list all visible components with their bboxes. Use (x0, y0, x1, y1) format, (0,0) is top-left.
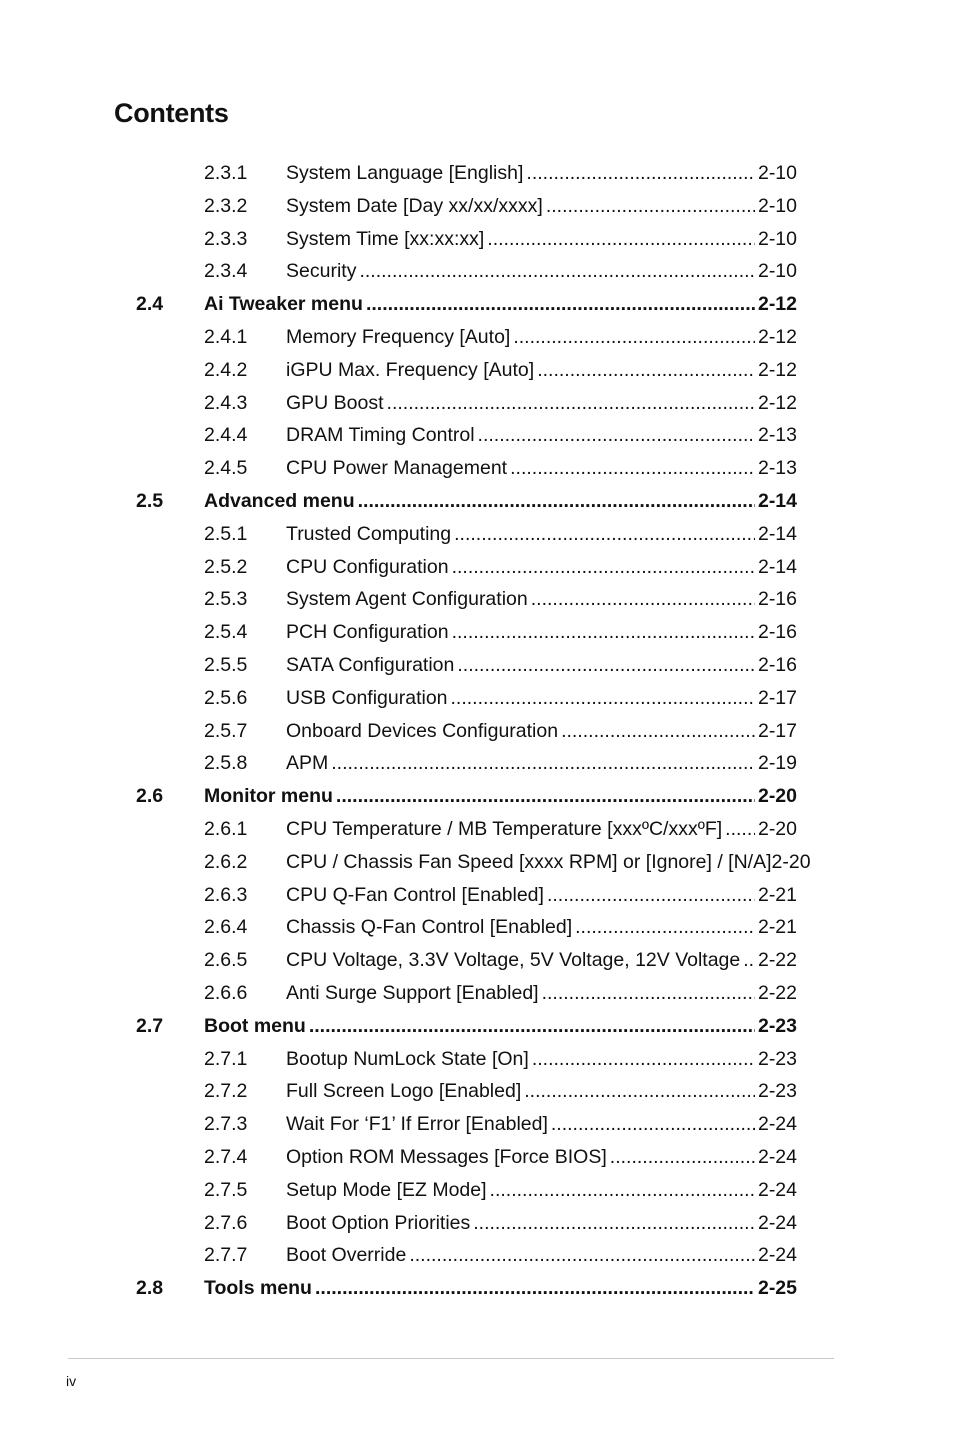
footer-divider (68, 1358, 834, 1359)
toc-entry-line (204, 1010, 797, 1043)
toc-entry-line (286, 190, 797, 223)
dot-leader (524, 1075, 755, 1108)
toc-entry-title: CPU / Chassis Fan Speed [xxxx RPM] or [Ignore] / [N/A] (286, 850, 772, 873)
toc-entry-number: 2.5.5 (204, 653, 248, 676)
toc-subsection-entry[interactable] (0, 387, 954, 420)
toc-entry-title: CPU Q-Fan Control [Enabled] (286, 883, 544, 906)
dot-leader (743, 944, 755, 977)
toc-entry-title: System Date [Day xx/xx/xxxx] (286, 194, 543, 217)
toc-subsection-entry[interactable] (0, 1043, 954, 1076)
toc-entry-line (286, 452, 797, 485)
toc-entry-number: 2.7.2 (204, 1080, 248, 1103)
toc-entry-line (204, 1272, 797, 1305)
dot-leader (331, 747, 755, 780)
toc-entry-title: USB Configuration (286, 686, 448, 709)
toc-entry-page: 2-14 (757, 489, 797, 512)
toc-entry-page: 2-20 (757, 817, 797, 840)
toc-entry-line (204, 288, 797, 321)
toc-entry-number: 2.5.1 (204, 522, 248, 545)
toc-subsection-entry[interactable] (0, 846, 954, 879)
toc-entry-number: 2.3.1 (204, 162, 248, 184)
toc-entry-number: 2.5 (136, 489, 164, 512)
toc-entry-page: 2-24 (757, 1145, 797, 1168)
dot-leader (490, 1174, 755, 1207)
toc-entry-number: 2.6 (136, 785, 164, 808)
toc-entry-page: 2-21 (757, 883, 797, 906)
toc-entry-line (286, 649, 797, 682)
toc-entry-title: SATA Configuration (286, 653, 455, 676)
toc-entry-title: System Agent Configuration (286, 588, 528, 611)
toc-entry-line (204, 485, 797, 518)
toc-entry-title: iGPU Max. Frequency [Auto] (286, 358, 535, 381)
toc-entry-number: 2.5.7 (204, 719, 248, 742)
toc-entry-title: Memory Frequency [Auto] (286, 325, 511, 348)
toc-entry-number: 2.4.3 (204, 391, 248, 414)
toc-entry-page: 2-12 (757, 358, 797, 381)
toc-subsection-entry[interactable] (0, 157, 954, 190)
toc-entry-number: 2.7.5 (204, 1178, 248, 1201)
toc-subsection-entry[interactable] (0, 551, 954, 584)
dot-leader (537, 354, 755, 387)
toc-entry-title: Setup Mode [EZ Mode] (286, 1178, 487, 1201)
toc-entry-title: Option ROM Messages [Force BIOS] (286, 1145, 607, 1168)
toc-entry-title: DRAM Timing Control (286, 424, 475, 447)
toc-entry-title: Security (286, 260, 357, 283)
toc-entry-line (286, 911, 797, 944)
toc-entry-number: 2.7.1 (204, 1047, 248, 1070)
dot-leader (336, 780, 755, 813)
toc-entry-page: 2-25 (757, 1277, 797, 1300)
toc-entry-number: 2.7.4 (204, 1145, 248, 1168)
toc-entry-page: 2-16 (757, 621, 797, 644)
toc-section-entry[interactable] (0, 288, 954, 321)
toc-entry-page: 2-22 (757, 949, 797, 972)
toc-entry-number: 2.5.8 (204, 752, 248, 775)
toc-entry-title: Anti Surge Support [Enabled] (286, 981, 539, 1004)
dot-leader (531, 583, 755, 616)
toc-entry-number: 2.7 (136, 1014, 164, 1037)
toc-entry-line (286, 1239, 797, 1272)
dot-leader (358, 485, 755, 518)
dot-leader (409, 1239, 755, 1272)
toc-entry-line (286, 1141, 797, 1174)
toc-entry-title: Tools menu (204, 1277, 312, 1300)
dot-leader (526, 157, 755, 190)
toc-section-entry[interactable] (0, 1010, 954, 1043)
toc-subsection-entry[interactable] (0, 879, 954, 912)
toc-entry-page: 2-24 (757, 1211, 797, 1234)
toc-entry-title: System Time [xx:xx:xx] (286, 227, 485, 250)
dot-leader (547, 879, 755, 912)
toc-entry-line (286, 1043, 797, 1076)
toc-entry-number: 2.3.3 (204, 227, 248, 250)
toc-entry-page: 2-17 (757, 686, 797, 709)
toc-subsection-entry[interactable] (0, 255, 954, 288)
dot-leader (457, 649, 755, 682)
toc-entry-number: 2.5.4 (204, 621, 248, 644)
toc-entry-line (286, 846, 811, 879)
toc-entry-title: PCH Configuration (286, 621, 449, 644)
toc-entry-page: 2-19 (757, 752, 797, 775)
toc-entry-line (286, 715, 797, 748)
toc-subsection-entry[interactable] (0, 682, 954, 715)
toc-section-entry[interactable] (0, 1272, 954, 1305)
toc-entry-page: 2-14 (757, 555, 797, 578)
toc-subsection-entry[interactable] (0, 715, 954, 748)
toc-subsection-entry[interactable] (0, 911, 954, 944)
toc-entry-line (286, 682, 797, 715)
toc-subsection-entry[interactable] (0, 223, 954, 256)
dot-leader (452, 616, 755, 649)
toc-entry-line (286, 1108, 797, 1141)
toc-subsection-entry[interactable] (0, 1174, 954, 1207)
dot-leader (546, 190, 755, 223)
dot-leader (725, 813, 755, 846)
toc-subsection-entry[interactable] (0, 944, 954, 977)
dot-leader (510, 452, 755, 485)
toc-subsection-entry[interactable] (0, 1075, 954, 1108)
dot-leader (513, 321, 755, 354)
toc-entry-title: Advanced menu (204, 489, 355, 512)
toc-entry-title: Full Screen Logo [Enabled] (286, 1080, 522, 1103)
toc-subsection-entry[interactable] (0, 354, 954, 387)
toc-entry-title: CPU Configuration (286, 555, 449, 578)
dot-leader (487, 223, 755, 256)
toc-section-entry[interactable] (0, 780, 954, 813)
toc-entry-line (286, 1174, 797, 1207)
dot-leader (359, 255, 755, 288)
toc-entry-line (286, 518, 797, 551)
toc-entry-number: 2.4.5 (204, 457, 248, 480)
toc-entry-title: APM (286, 752, 329, 775)
dot-leader (451, 682, 755, 715)
toc-entry-line (286, 583, 797, 616)
toc-entry-number: 2.8 (136, 1277, 164, 1300)
toc-subsection-entry[interactable] (0, 419, 954, 452)
toc-entry-number: 2.3.4 (204, 260, 248, 283)
toc-entry-line (204, 780, 797, 813)
toc-subsection-entry[interactable] (0, 616, 954, 649)
toc-subsection-entry[interactable] (0, 190, 954, 223)
toc-entry-line (286, 387, 797, 420)
toc-entry-title: Monitor menu (204, 785, 333, 808)
dot-leader (366, 288, 755, 321)
toc-subsection-entry[interactable] (0, 583, 954, 616)
toc-entry-title: Boot Option Priorities (286, 1211, 471, 1234)
dot-leader (454, 518, 755, 551)
toc-entry-page: 2-23 (757, 1014, 797, 1037)
toc-entry-page: 2-10 (757, 194, 797, 217)
toc-entry-number: 2.6.5 (204, 949, 248, 972)
toc-entry-number: 2.4.4 (204, 424, 248, 447)
toc-entry-page: 2-12 (757, 391, 797, 414)
toc-subsection-entry[interactable] (0, 977, 954, 1010)
dot-leader (532, 1043, 755, 1076)
toc-entry-page: 2-16 (757, 588, 797, 611)
toc-entry-title: Wait For ‘F1’ If Error [Enabled] (286, 1113, 548, 1136)
toc-entry-line (286, 321, 797, 354)
toc-entry-title: Chassis Q-Fan Control [Enabled] (286, 916, 573, 939)
toc-entry-page: 2-20 (771, 850, 811, 873)
toc-entry-title: Trusted Computing (286, 522, 452, 545)
toc-entry-title: GPU Boost (286, 391, 384, 414)
toc-entry-title: Bootup NumLock State [On] (286, 1047, 529, 1070)
toc-entry-number: 2.4.1 (204, 325, 248, 348)
toc-entry-line (286, 616, 797, 649)
toc-entry-page: 2-10 (757, 260, 797, 283)
toc-subsection-entry[interactable] (0, 1108, 954, 1141)
toc-subsection-entry[interactable] (0, 1141, 954, 1174)
toc-entry-page: 2-24 (757, 1178, 797, 1201)
toc-entry-line (286, 879, 797, 912)
toc-entry-page: 2-13 (757, 424, 797, 447)
toc-subsection-entry[interactable] (0, 1207, 954, 1240)
toc-entry-page: 2-10 (757, 162, 797, 184)
toc-entry-title: Ai Tweaker menu (204, 293, 363, 316)
toc-entry-line (286, 255, 797, 288)
toc-entry-page: 2-12 (757, 293, 797, 316)
toc-entry-page: 2-23 (757, 1047, 797, 1070)
dot-leader (452, 551, 755, 584)
toc-entry-number: 2.5.6 (204, 686, 248, 709)
toc-entry-number: 2.7.6 (204, 1211, 248, 1234)
toc-entry-line (286, 223, 797, 256)
table-of-contents (0, 157, 954, 1305)
toc-entry-title: CPU Voltage, 3.3V Voltage, 5V Voltage, 12V Voltage (286, 949, 741, 972)
toc-entry-number: 2.6.2 (204, 850, 248, 873)
page-number: iv (66, 1373, 77, 1389)
toc-entry-title: System Language [English] (286, 162, 524, 184)
dot-leader (561, 715, 755, 748)
toc-entry-number: 2.6.4 (204, 916, 248, 939)
toc-entry-line (286, 944, 797, 977)
toc-subsection-entry[interactable] (0, 747, 954, 780)
toc-entry-line (286, 419, 797, 452)
toc-subsection-entry[interactable] (0, 813, 954, 846)
toc-entry-line (286, 354, 797, 387)
toc-entry-number: 2.7.7 (204, 1244, 248, 1267)
toc-entry-title: CPU Temperature / MB Temperature [xxxºC/xxxºF] (286, 817, 723, 840)
toc-entry-title: Onboard Devices Configuration (286, 719, 559, 742)
toc-entry-line (286, 1207, 797, 1240)
toc-entry-number: 2.3.2 (204, 194, 248, 217)
toc-subsection-entry[interactable] (0, 518, 954, 551)
toc-entry-title: CPU Power Management (286, 457, 508, 480)
toc-entry-page: 2-22 (757, 981, 797, 1004)
toc-entry-line (286, 1075, 797, 1108)
dot-leader (542, 977, 755, 1010)
toc-entry-page: 2-24 (757, 1113, 797, 1136)
dot-leader (575, 911, 755, 944)
dot-leader (478, 419, 755, 452)
toc-entry-page: 2-21 (757, 916, 797, 939)
toc-entry-page: 2-14 (757, 522, 797, 545)
toc-entry-number: 2.6.1 (204, 817, 248, 840)
toc-entry-number: 2.6.6 (204, 981, 248, 1004)
toc-entry-page: 2-23 (757, 1080, 797, 1103)
toc-entry-title: Boot Override (286, 1244, 407, 1267)
toc-entry-number: 2.5.2 (204, 555, 248, 578)
toc-entry-line (286, 813, 797, 846)
toc-entry-page: 2-20 (757, 785, 797, 808)
page-title: Contents (114, 98, 229, 128)
toc-subsection-entry[interactable] (0, 321, 954, 354)
dot-leader (315, 1272, 755, 1305)
toc-entry-page: 2-24 (757, 1244, 797, 1267)
toc-entry-title: Boot menu (204, 1014, 306, 1037)
toc-subsection-entry[interactable] (0, 649, 954, 682)
dot-leader (309, 1010, 755, 1043)
toc-entry-line (286, 747, 797, 780)
dot-leader (473, 1207, 755, 1240)
toc-entry-page: 2-10 (757, 227, 797, 250)
toc-entry-line (286, 157, 797, 190)
toc-entry-page: 2-12 (757, 325, 797, 348)
toc-entry-number: 2.4.2 (204, 358, 248, 381)
toc-entry-line (286, 551, 797, 584)
toc-entry-number: 2.6.3 (204, 883, 248, 906)
toc-section-entry[interactable] (0, 485, 954, 518)
toc-entry-number: 2.7.3 (204, 1113, 248, 1136)
dot-leader (387, 387, 755, 420)
dot-leader (551, 1108, 755, 1141)
toc-entry-number: 2.4 (136, 293, 164, 316)
dot-leader (610, 1141, 755, 1174)
toc-subsection-entry[interactable] (0, 1239, 954, 1272)
toc-subsection-entry[interactable] (0, 452, 954, 485)
toc-entry-page: 2-16 (757, 653, 797, 676)
toc-entry-page: 2-17 (757, 719, 797, 742)
toc-entry-line (286, 977, 797, 1010)
toc-entry-page: 2-13 (757, 457, 797, 480)
toc-entry-number: 2.5.3 (204, 588, 248, 611)
